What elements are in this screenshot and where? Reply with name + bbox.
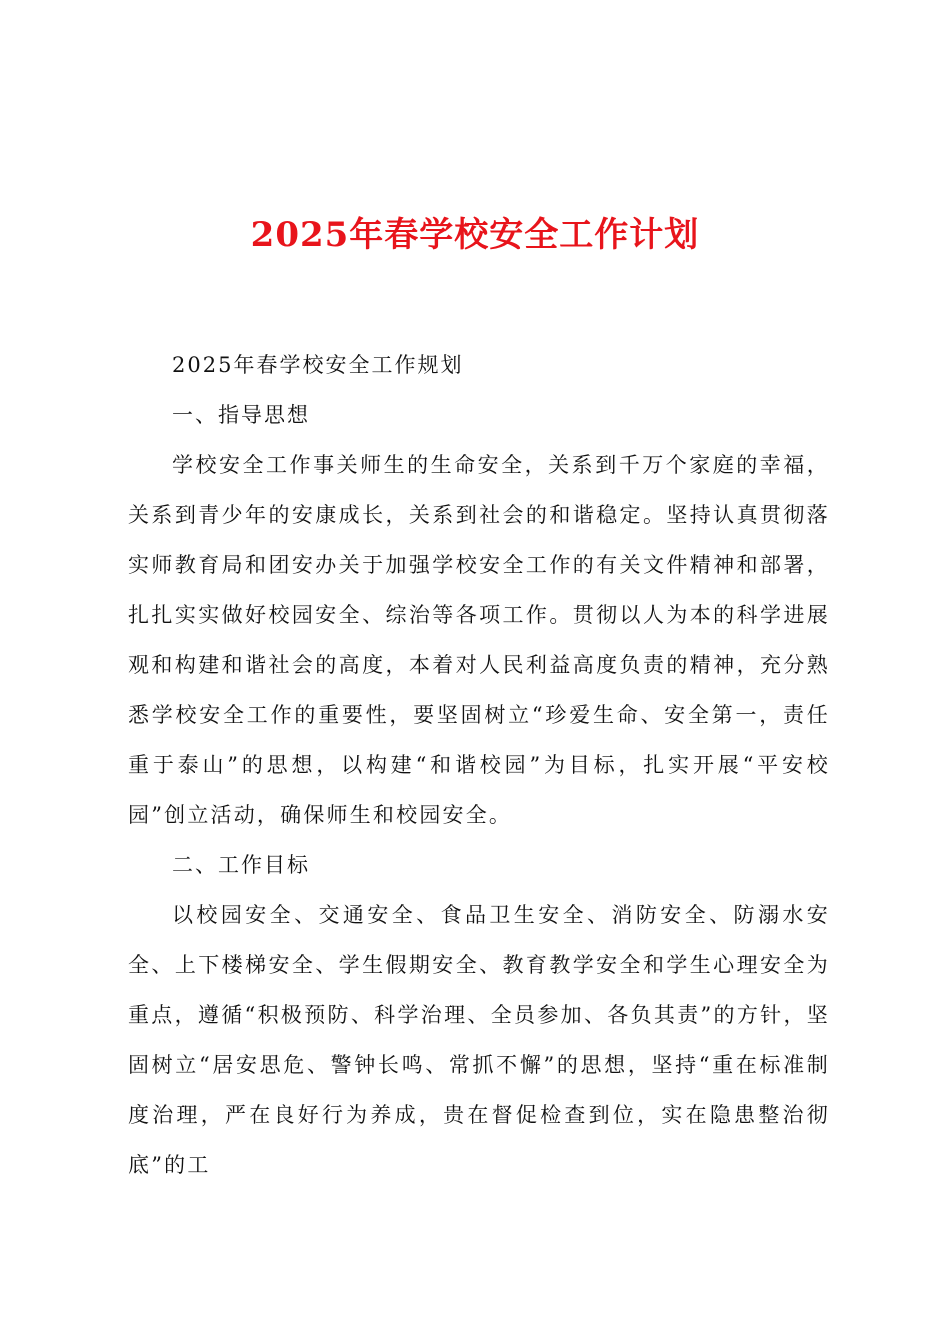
paragraph-guiding-thought: 学校安全工作事关师生的生命安全，关系到千万个家庭的幸福，关系到青少年的安康成长，关系到社会的和谐稳定。坚持认真贯彻落实师教育局和团安办关于加强学校安全工作的有关文件精神和部署，扎扎实实做好校园安全、综治等各项工作。贯彻以人为本的科学进展观和构建和谐社会的高度，本着对人民利益高度负责的精神，充分熟悉学校安全工作的重要性，要坚固树立“珍爱生命、安全第一，责任重于泰山”的思想，以构建“和谐校园”为目标，扎实开展“平安校园”创立活动，确保师生和校园安全。 — [128, 453, 830, 827]
section-heading-work-goals: 二、工作目标 — [172, 853, 310, 877]
document-title: 2025年春学校安全工作计划 — [250, 215, 700, 255]
document-subtitle: 2025年春学校安全工作规划 — [172, 353, 464, 377]
section-heading-guiding-thought: 一、指导思想 — [172, 403, 310, 427]
document-body — [128, 340, 830, 1190]
paragraph-work-goals: 以校园安全、交通安全、食品卫生安全、消防安全、防溺水安全、上下楼梯安全、学生假期安全、教育教学安全和学生心理安全为重点，遵循“积极预防、科学治理、全员参加、各负其责”的方针，坚固树立“居安思危、警钟长鸣、常抓不懈”的思想，坚持“重在标准制度治理，严在良好行为养成，贵在督促检查到位，实在隐患整治彻底”的工 — [128, 903, 830, 1177]
